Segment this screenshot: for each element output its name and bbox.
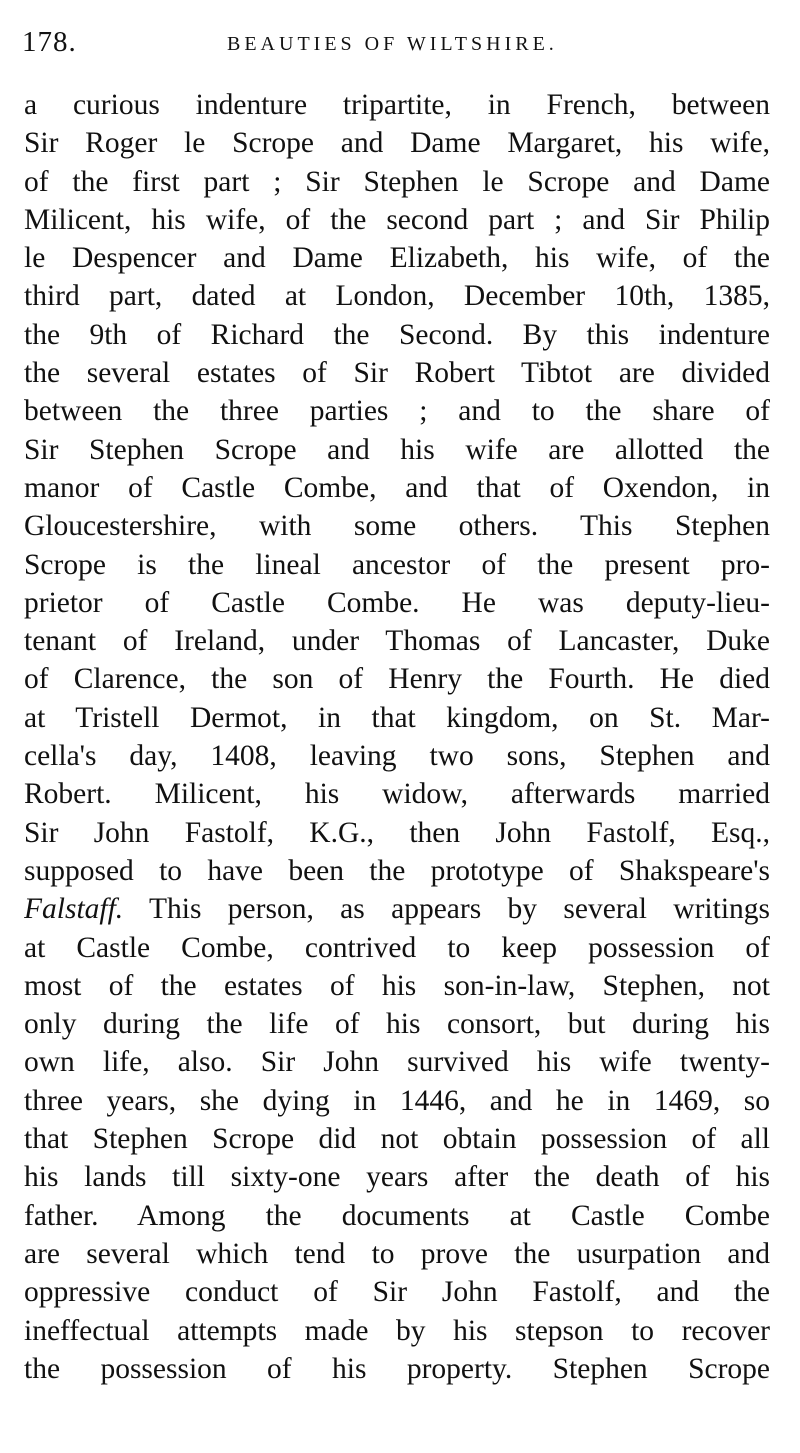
text-line: ineffectual attempts made by his stepson to recover [24, 1314, 770, 1347]
text-line-last: the possession of his property. Stephen Scrope [24, 1352, 770, 1385]
text-line: Robert. Milicent, his widow, afterwards married [24, 778, 770, 811]
text-line: most of the estates of his son-in-law, Stephen, not [24, 969, 770, 1002]
text-line: the 9th of Richard the Second. By this indenture [24, 318, 770, 351]
text-line: at Castle Combe, contrived to keep possession of [24, 931, 770, 964]
text-line: oppressive conduct of Sir John Fastolf, and the [24, 1276, 770, 1309]
text-line-falstaff [24, 890, 770, 928]
text-line: Sir Roger le Scrope and Dame Margaret, his wife, [24, 127, 770, 160]
text-line: father. Among the documents at Castle Combe [24, 1199, 770, 1232]
text-line: at Tristell Dermot, in that kingdom, on St. Mar- [24, 701, 770, 734]
text-line: Sir John Fastolf, K.G., then John Fastolf, Esq., [24, 816, 770, 849]
text-line: Sir Stephen Scrope and his wife are allotted the [24, 433, 770, 466]
text-line: supposed to have been the prototype of Shakspeare's [24, 854, 770, 887]
text-line: of Clarence, the son of Henry the Fourth. He died [24, 663, 770, 696]
text-line: third part, dated at London, December 10th, 1385, [24, 280, 770, 313]
text-line: Gloucestershire, with some others. This Stephen [24, 510, 770, 543]
text-line: prietor of Castle Combe. He was deputy-lieu- [24, 586, 770, 619]
running-head: BEAUTIES OF WILTSHIRE. [227, 33, 558, 55]
text-line: three years, she dying in 1446, and he in 1469, so [24, 1084, 770, 1117]
text-line: tenant of Ireland, under Thomas of Lancaster, Duke [24, 625, 770, 658]
falstaff-italic: Falstaff. [24, 893, 124, 926]
text-line-rest: This person, as appears by several writings [123, 893, 770, 926]
text-line: cella's day, 1408, leaving two sons, Stephen and [24, 740, 770, 773]
text-line: that Stephen Scrope did not obtain possession of all [24, 1123, 770, 1156]
text-line: manor of Castle Combe, and that of Oxendon, in [24, 471, 770, 504]
page-header [22, 22, 772, 62]
body-text [24, 86, 770, 1388]
text-line: his lands till sixty-one years after the death of his [24, 1161, 770, 1194]
text-line: a curious indenture tripartite, in French, between [24, 89, 770, 121]
text-line: are several which tend to prove the usurpation and [24, 1237, 770, 1270]
text-line: of the first part ; Sir Stephen le Scrope and Dame [24, 165, 770, 198]
text-line: own life, also. Sir John survived his wife twenty- [24, 1046, 770, 1079]
page-number: 178. [22, 26, 77, 58]
text-line: Scrope is the lineal ancestor of the present pro- [24, 548, 770, 581]
text-line: the several estates of Sir Robert Tibtot are divided [24, 357, 770, 390]
text-line: le Despencer and Dame Elizabeth, his wife, of the [24, 242, 770, 275]
text-line: only during the life of his consort, but during his [24, 1008, 770, 1041]
text-line: between the three parties ; and to the share of [24, 395, 770, 428]
text-line: Milicent, his wife, of the second part ; and Sir Philip [24, 203, 770, 236]
